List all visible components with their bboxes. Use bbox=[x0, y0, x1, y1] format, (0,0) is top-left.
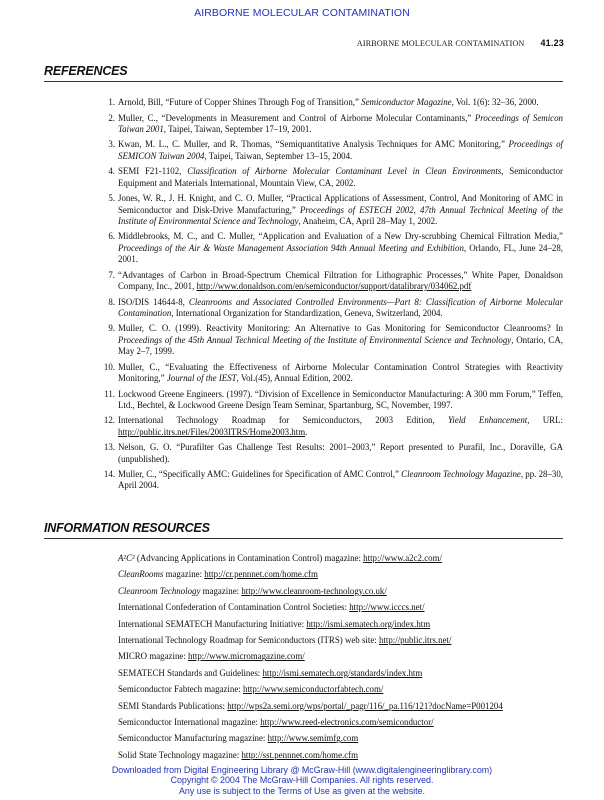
reference-text: Lockwood Greene Engineers. (1997). “Division of Excellence in Semiconductor Manufacturing: A 300 mm Forum,” Teffen, Ltd., Bechtel, & Lockwood Greene Design Team Seminar, Spartanburg, SC, November, 1997. bbox=[118, 388, 563, 410]
reference-details: , Anaheim, CA, April 28–May 1, 2002. bbox=[298, 215, 438, 226]
page-number: 41.23 bbox=[540, 38, 564, 48]
resource-label: magazine: bbox=[163, 569, 205, 580]
footer-terms-line[interactable]: Any use is subject to the Terms of Use as given at the website. bbox=[179, 785, 425, 796]
resource-label: International SEMATECH Manufacturing Initiative: bbox=[118, 618, 307, 629]
reference-item bbox=[103, 361, 563, 385]
resource-item bbox=[118, 586, 563, 597]
resource-link[interactable]: http://ismi.sematech.org/standards/index.htm bbox=[262, 667, 423, 678]
resource-link[interactable]: http://www.icccs.net/ bbox=[349, 602, 425, 613]
reference-number: 10. bbox=[103, 361, 115, 372]
reference-number: 3. bbox=[108, 139, 115, 150]
reference-source: Classification of Airborne Molecular Contaminant Level in Clean Environments bbox=[187, 166, 502, 177]
reference-number: 2. bbox=[108, 112, 115, 123]
resource-link[interactable]: http://public.itrs.net/ bbox=[378, 634, 452, 645]
footer-copyright-line: Copyright © 2004 The McGraw-Hill Companies. All rights reserved. bbox=[170, 775, 434, 786]
reference-source: Proceedings of ESTECH 2002, 47th Annual Technical Meeting of the Institute of Environmental Science and Technology bbox=[118, 204, 563, 226]
reference-source: Yield Enhancement bbox=[448, 415, 528, 426]
reference-source: Semiconductor Magazine bbox=[361, 97, 452, 107]
resource-item bbox=[118, 750, 563, 761]
resource-item bbox=[118, 635, 563, 646]
reference-details: , Taipei, Taiwan, September 13–15, 2004. bbox=[204, 150, 353, 161]
reference-source: Proceedings of the Air & Waste Management Association 94th Annual Meeting and Exhibition bbox=[118, 242, 464, 253]
resource-link[interactable]: http://www.semiconductorfabtech.com/ bbox=[242, 684, 384, 695]
reference-text: SEMI F21-1102, bbox=[118, 166, 188, 177]
reference-number: 1. bbox=[108, 97, 115, 107]
reference-number: 11. bbox=[104, 388, 115, 399]
reference-source: Proceedings of the 45th Annual Technical Meeting of the Institute of Environmental Science and Technology bbox=[118, 334, 512, 345]
reference-item bbox=[103, 415, 563, 438]
reference-text: Kwan, M. L., C. Muller, and R. Thomas, “Semiquantitative Analysis Techniques for AMC Monitoring,” bbox=[118, 139, 509, 150]
reference-number: 14. bbox=[103, 469, 115, 480]
reference-details: , Orlando, FL, June 24–28, 2001. bbox=[118, 242, 563, 265]
reference-trailing: . bbox=[305, 426, 308, 437]
resource-item bbox=[118, 733, 563, 744]
resource-title: Cleanroom Technology bbox=[118, 585, 201, 596]
reference-source: Cleanroom Technology Magazine bbox=[401, 469, 521, 480]
resource-item bbox=[118, 651, 563, 662]
reference-number: 4. bbox=[108, 166, 115, 177]
references-heading: REFERENCES bbox=[44, 64, 563, 82]
resource-link[interactable]: http://www.micromagazine.com/ bbox=[188, 651, 305, 662]
reference-text: Arnold, Bill, “Future of Copper Shines Through Fog of Transition,” bbox=[118, 97, 362, 107]
resource-label: International Confederation of Contamination Control Societies: bbox=[118, 602, 350, 613]
reference-item bbox=[103, 469, 563, 492]
download-footer bbox=[0, 765, 604, 796]
resource-label: Semiconductor Manufacturing magazine: bbox=[118, 733, 268, 744]
running-head bbox=[357, 38, 564, 48]
reference-item bbox=[108, 97, 563, 108]
reference-text: “Advantages of Carbon in Broad-Spectrum Chemical Filtration for Lithographic Processes,” White Paper, Donaldson Company, Inc., 2001, bbox=[118, 269, 563, 291]
resource-link[interactable]: http://www.reed-electronics.com/semiconductor/ bbox=[260, 716, 434, 727]
reference-text: Muller, C., “Developments in Measurement and Control of Airborne Molecular Contaminants,” bbox=[118, 112, 475, 123]
reference-text: Muller, C., “Specifically AMC: Guidelines for Specification of AMC Control,” bbox=[118, 469, 402, 480]
reference-number: 9. bbox=[108, 323, 115, 334]
reference-text: International Technology Roadmap for Semiconductors, 2003 Edition, bbox=[118, 415, 449, 426]
resource-label: Semiconductor International magazine: bbox=[118, 716, 261, 727]
reference-details: , Taipei, Taiwan, September 17–19, 2001. bbox=[163, 123, 312, 134]
resource-label: MICRO magazine: bbox=[118, 651, 188, 662]
information-resources-heading: INFORMATION RESOURCES bbox=[44, 521, 563, 539]
reference-item bbox=[108, 269, 563, 293]
resource-label: SEMATECH Standards and Guidelines: bbox=[118, 667, 263, 678]
reference-list bbox=[103, 97, 564, 496]
resource-label: SEMI Standards Publications: bbox=[118, 700, 228, 711]
resource-link[interactable]: http://sst.pennnet.com/home.cfm bbox=[241, 749, 359, 760]
reference-item bbox=[108, 166, 564, 189]
reference-source: Proceedings of Semicon Taiwan 2001 bbox=[118, 112, 563, 134]
reference-link[interactable]: http://www.donaldson.com/en/semiconductor/support/datalibrary/034062.pdf bbox=[196, 280, 472, 291]
reference-details: , Semiconductor Equipment and Materials International, Mountain View, CA, 2002. bbox=[118, 166, 564, 188]
resource-title: CleanRooms bbox=[118, 569, 164, 580]
footer-download-line[interactable]: Downloaded from Digital Engineering Library @ McGraw-Hill (www.digitalengineeringlibrary.com) bbox=[111, 765, 493, 775]
reference-text: Middlebrooks, M. C., and C. Muller, “Application and Evaluation of a New Dry-scrubbing Chemical Filtration Media,” bbox=[118, 231, 563, 242]
reference-number: 12. bbox=[103, 415, 115, 426]
reference-details: , URL: bbox=[527, 415, 563, 426]
resource-label: Semiconductor Fabtech magazine: bbox=[118, 684, 243, 695]
resource-link[interactable]: http://ismi.sematech.org/index.htm bbox=[306, 618, 431, 629]
reference-item bbox=[108, 139, 564, 162]
resource-item bbox=[118, 717, 563, 728]
top-banner: AIRBORNE MOLECULAR CONTAMINATION bbox=[194, 7, 410, 19]
resource-item bbox=[118, 619, 563, 630]
resource-label: (Advancing Applications in Contamination Control) magazine: bbox=[134, 553, 364, 563]
reference-text: Jones, W. R., J. H. Knight, and C. O. Muller, “Practical Applications of Assessment, Control, And Monitoring of AMC in Semiconductor and Disk-Drive Manufacturing,” bbox=[118, 193, 563, 215]
reference-number: 6. bbox=[108, 231, 115, 242]
resource-item bbox=[118, 553, 563, 564]
resource-item bbox=[118, 701, 563, 712]
reference-item bbox=[104, 388, 563, 412]
reference-details: , Vol.(45), Annual Edition, 2002. bbox=[236, 372, 353, 383]
resource-link[interactable]: http://cr.pennnet.com/home.cfm bbox=[204, 569, 318, 580]
reference-item bbox=[108, 193, 563, 227]
reference-details: , Vol. 1(6): 32–36, 2000. bbox=[451, 97, 539, 107]
reference-text: ISO/DIS 14644-8, bbox=[118, 296, 189, 307]
resource-title: A²C² bbox=[118, 553, 135, 563]
resource-link[interactable]: http://www.cleanroom-technology.co.uk/ bbox=[241, 585, 387, 596]
resource-label: Solid State Technology magazine: bbox=[118, 749, 242, 760]
resource-list bbox=[118, 553, 563, 766]
reference-number: 13. bbox=[103, 442, 115, 453]
reference-text: Nelson, G. O. “Purafilter Gas Challenge Test Results: 2001–2003,” Report presented to Purafil, Inc., Doraville, GA (unpublished). bbox=[118, 442, 563, 464]
running-head-title: AIRBORNE MOLECULAR CONTAMINATION bbox=[356, 39, 525, 48]
reference-details: , International Organization for Standardization, Geneva, Switzerland, 2004. bbox=[171, 307, 443, 318]
resource-link[interactable]: http://www.semimfg.com bbox=[267, 733, 359, 744]
resource-label: International Technology Roadmap for Semiconductors (ITRS) web site: bbox=[118, 634, 379, 645]
resource-label: magazine: bbox=[200, 585, 242, 596]
reference-details: , Ontario, CA, May 2–7, 1999. bbox=[118, 334, 563, 357]
reference-text: Muller, C., “Evaluating the Effectiveness of Airborne Molecular Contamination Control Strategies with Reactivity Monitoring,” bbox=[118, 361, 563, 383]
reference-source: Proceedings of SEMICON Taiwan 2004 bbox=[118, 139, 564, 161]
resource-item bbox=[118, 668, 563, 679]
reference-item bbox=[108, 296, 563, 320]
reference-number: 5. bbox=[108, 193, 115, 204]
reference-link[interactable]: http://public.itrs.net/Files/2003ITRS/Home2003.htm bbox=[118, 426, 306, 437]
resource-link[interactable]: http://wps2a.semi.org/wps/portal/_pagr/116/_pa.116/121?docName=P001204 bbox=[227, 700, 503, 711]
resource-item bbox=[118, 602, 563, 613]
resource-item bbox=[118, 684, 563, 695]
resource-link[interactable]: http://www.a2c2.com/ bbox=[363, 553, 442, 563]
reference-number: 8. bbox=[108, 296, 115, 307]
reference-item bbox=[108, 112, 563, 136]
reference-source: Journal of the IEST bbox=[166, 372, 237, 383]
reference-source: Cleanrooms and Associated Controlled Environments—Part 8: Classification of Airborne Molecular Contamination bbox=[118, 296, 563, 318]
resource-item bbox=[118, 569, 563, 580]
reference-number: 7. bbox=[108, 269, 115, 280]
reference-details: , pp. 28–30, April 2004. bbox=[118, 469, 563, 491]
reference-item bbox=[103, 442, 563, 465]
reference-text: Muller, C. O. (1999). Reactivity Monitoring: An Alternative to Gas Monitoring for Semiconductor Cleanrooms? In bbox=[118, 323, 563, 334]
reference-item bbox=[108, 231, 563, 265]
reference-item bbox=[108, 323, 563, 357]
